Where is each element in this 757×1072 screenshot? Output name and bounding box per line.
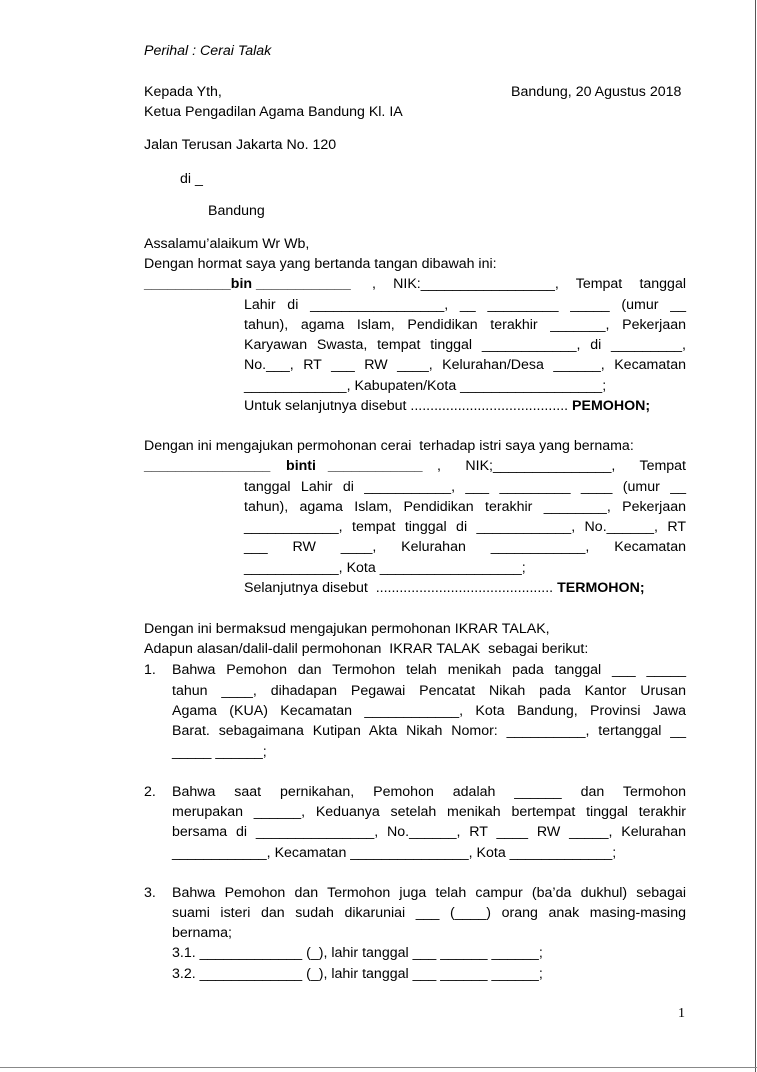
termohon-line-2: tanggal Lahir di ___________, ___ _________ ____ (umur __ — [244, 479, 686, 495]
pemohon-name-row — [144, 276, 351, 293]
subject-line: Perihal : Cerai Talak — [144, 43, 272, 59]
item-2-line-4: ____________, Kecamatan _______________, Kota _____________; — [172, 845, 617, 861]
child-entry-2: 3.2. _____________ (_), lahir tanggal ___ ______ ______; — [172, 966, 543, 982]
intro-line: Dengan hormat saya yang bertanda tangan dibawah ini: — [144, 256, 497, 272]
item-1-line-1: Bahwa Pemohon dan Termohon telah menikah pada tanggal ___ _____ — [172, 662, 686, 678]
salutation: Assalamu’alaikum Wr Wb, — [144, 236, 310, 252]
termohon-line-3: tahun), agama Islam, Pendidikan terakhir ________, Pekerjaan — [244, 499, 686, 515]
item-3-number: 3. — [144, 885, 156, 901]
termohon-name-blank: ________________ — [144, 458, 271, 474]
termohon-nik-row: , NIK;_______________, Tempat — [437, 458, 686, 474]
termohon-father-blank: ____________ — [327, 458, 423, 474]
di-line: di _ — [180, 171, 203, 187]
pemohon-line-2: Lahir di _________________, __ _________ _____ (umur __ — [244, 297, 686, 313]
recipient-address: Jalan Terusan Jakarta No. 120 — [144, 137, 337, 153]
item-3-line-1: Bahwa Pemohon dan Termohon juga telah campur (ba’da dukhul) sebagai — [172, 885, 686, 901]
item-1-line-3: Agama (KUA) Kecamatan ____________, Kota Bandung, Provinsi Jawa — [172, 703, 686, 719]
termohon-binti-label: binti — [286, 458, 316, 474]
termohon-line-6: ____________, Kota __________________; — [244, 560, 526, 576]
recipient-city: Bandung — [208, 203, 265, 219]
termohon-name-row — [144, 458, 423, 475]
page-edge-right — [755, 0, 756, 1072]
pemohon-nik-row: , NIK:_________________, Tempat tanggal — [372, 276, 686, 292]
pemohon-designation — [244, 398, 650, 415]
termohon-designation-text: Selanjutnya disebut ............................................. — [244, 580, 554, 596]
recipient: Ketua Pengadilan Agama Bandung Kl. IA — [144, 104, 403, 120]
item-1-line-2: tahun ____, dihadapan Pegawai Pencatat Nikah pada Kantor Urusan — [172, 683, 686, 699]
termohon-intro: Dengan ini mengajukan permohonan cerai terhadap istri saya yang bernama: — [144, 438, 634, 454]
item-3-line-2: suami isteri dan sudah dikaruniai ___ (____) orang anak masing-masing — [172, 905, 686, 921]
item-2-line-1: Bahwa saat pernikahan, Pemohon adalah ______ dan Termohon — [172, 784, 686, 800]
pemohon-line-5: No.___, RT ___ RW ____, Kelurahan/Desa ______, Kecamatan — [244, 357, 686, 373]
pemohon-line-6: _____________, Kabupaten/Kota __________________; — [244, 378, 607, 394]
item-3-line-3: bernama; — [172, 925, 232, 941]
item-1-line-4: Barat. sebagaimana Kutipan Akta Nikah Nomor: __________, tertanggal __ — [172, 723, 686, 739]
letter-date: Bandung, 20 Agustus 2018 — [511, 84, 682, 100]
pemohon-role-label: PEMOHON; — [572, 398, 651, 414]
page-edge-bottom — [0, 1067, 757, 1068]
item-2-number: 2. — [144, 784, 156, 800]
pemohon-line-4: Karyawan Swasta, tempat tinggal ____________, di _________, — [244, 337, 686, 353]
child-entry-1: 3.1. _____________ (_), lahir tanggal ___ ______ ______; — [172, 945, 543, 961]
pemohon-designation-text: Untuk selanjutnya disebut ........................................ — [244, 398, 569, 414]
termohon-line-5: ___ RW ____, Kelurahan ____________, Kecamatan — [244, 539, 686, 555]
ikrar-intro-1: Dengan ini bermaksud mengajukan permohonan IKRAR TALAK, — [144, 621, 550, 637]
termohon-role-label: TERMOHON; — [557, 580, 645, 596]
termohon-line-4: ____________, tempat tinggal di ____________, No.______, RT — [244, 519, 686, 535]
pemohon-name-blank: ___________ — [144, 276, 231, 292]
item-1-line-5: _____ ______; — [172, 744, 267, 760]
item-2-line-2: merupakan ______, Keduanya setelah menikah bertempat tinggal terakhir — [172, 804, 686, 820]
pemohon-father-blank: ____________ — [256, 276, 351, 292]
pemohon-bin-label: bin — [230, 276, 253, 292]
item-2-line-3: bersama di _______________, No.______, RT ____ RW _____, Kelurahan — [172, 824, 686, 840]
item-1-number: 1. — [144, 662, 156, 678]
termohon-designation — [244, 580, 645, 597]
page-number: 1 — [678, 1006, 685, 1021]
pemohon-line-3: tahun), agama Islam, Pendidikan terakhir _______, Pekerjaan — [244, 317, 686, 333]
to-line: Kepada Yth, — [144, 84, 222, 100]
ikrar-intro-2: Adapun alasan/dalil-dalil permohonan IKRAR TALAK sebagai berikut: — [144, 641, 589, 657]
